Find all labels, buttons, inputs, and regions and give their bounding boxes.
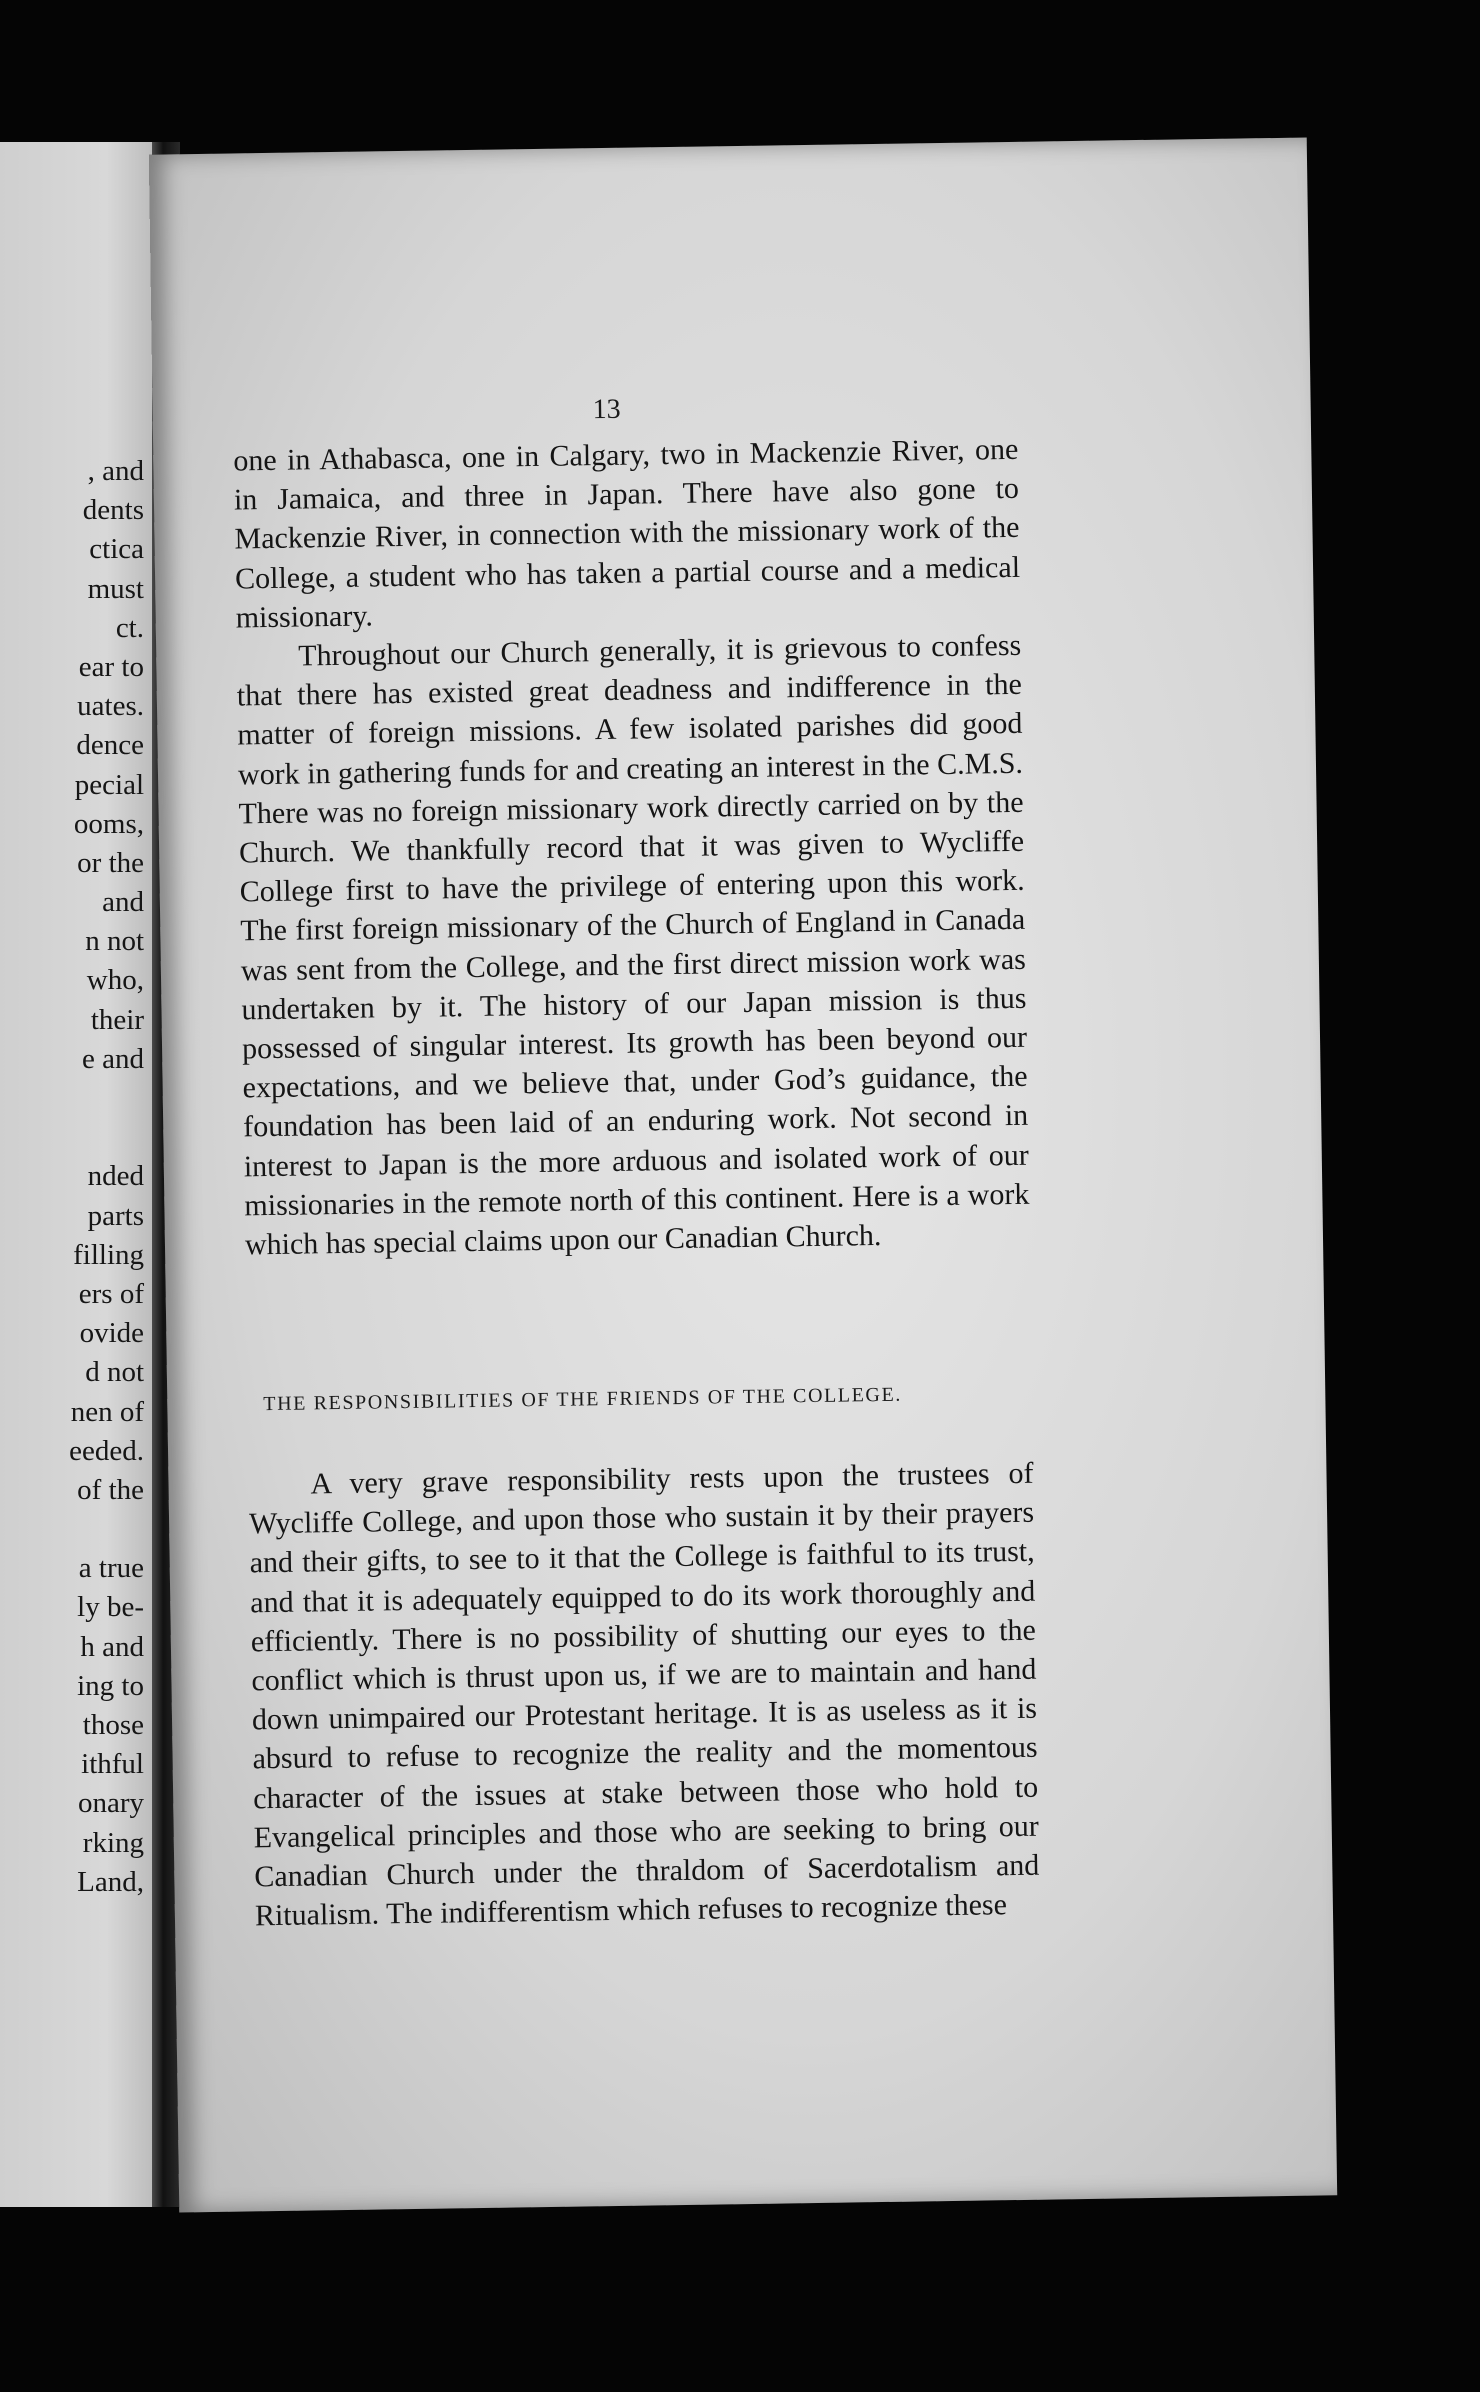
left-page-line: must	[87, 572, 144, 605]
left-page-line	[69, 1118, 144, 1157]
body-text-top	[233, 430, 1030, 1265]
paragraph: A very grave responsibility rests upon the trustees of Wycliffe College, and upon those who sustain it by their prayers and their gifts, to see to it that the College is faithful to its trust, and that it is adequately equipped to do its work thoroughly and efficiently. There is no possibility of shutting our eyes to the conflict which is thrust upon us, if we are to maintain and hand down unimpaired our Protestant heritage. It is as useless as it is absurd to refuse to recognize the reality and the momentous character of the issues at stake between those who hold to Evangelical principles and those who are seeking to bring our Canadian Church under the thraldom of Sacerdotalism and Ritualism. The indifferentism which refuses to recognize these	[248, 1456, 1040, 1933]
left-page-line: or the	[77, 846, 144, 879]
page-number: 13	[592, 393, 621, 426]
left-page-line: ers of	[78, 1277, 144, 1310]
left-page-fragment	[0, 142, 152, 2207]
left-page-line: onary	[77, 1787, 144, 1820]
left-page-line: ly be-	[77, 1591, 144, 1624]
paragraph: one in Athabasca, one in Calgary, two in Mackenzie River, one in Jamaica, and three in Japan. There have also gone to Mackenzie River, in connection with the missionary work of the College, a student who has taken a partial course and a medical missionary.	[233, 432, 1021, 635]
left-page-line: ooms,	[73, 807, 144, 840]
left-page-line: parts	[87, 1199, 144, 1232]
left-page-line: ct.	[115, 611, 144, 644]
left-page-line: e and	[82, 1042, 144, 1075]
left-page-line: dents	[82, 494, 144, 527]
left-page-line: d not	[85, 1356, 144, 1389]
left-page-line: and	[102, 886, 144, 919]
left-page-line: Land,	[77, 1865, 144, 1898]
left-page-line: ear to	[78, 650, 144, 683]
left-page-line: who,	[86, 964, 144, 997]
book-page	[149, 138, 1337, 2213]
left-page-line: a true	[78, 1552, 144, 1585]
left-page-line: uates.	[77, 690, 144, 723]
left-page-line: dence	[76, 729, 144, 762]
left-page-text	[69, 452, 144, 1902]
section-heading: THE RESPONSIBILITIES OF THE FRIENDS OF THE COLLEGE.	[263, 1383, 903, 1416]
left-page-line: pecial	[74, 768, 144, 801]
left-page-line: filling	[73, 1238, 144, 1271]
left-page-line: those	[82, 1709, 144, 1741]
left-page-line: ctica	[89, 533, 144, 566]
body-text-bottom	[248, 1454, 1040, 1936]
left-page-line: ing to	[77, 1669, 144, 1702]
left-page-line: ithful	[81, 1748, 144, 1781]
left-page-line: n not	[85, 925, 144, 958]
left-page-line: eeded.	[69, 1434, 144, 1467]
left-page-line	[69, 1510, 144, 1549]
left-page-line: nded	[87, 1160, 144, 1193]
left-page-line: nen of	[70, 1395, 144, 1428]
left-page-line: h and	[80, 1630, 144, 1663]
left-page-line: their	[90, 1003, 144, 1036]
left-page-line	[69, 1079, 144, 1118]
left-page-line: ovide	[79, 1317, 144, 1350]
left-page-line: , and	[87, 455, 144, 487]
left-page-line: of the	[77, 1473, 144, 1506]
left-page-line: rking	[82, 1826, 144, 1859]
paragraph: Throughout our Church generally, it is grievous to confess that there has existed great deadness and indifference in the matter of foreign missions. A few isolated parishes did good work in gathering funds for and creating an interest in the C.M.S. There was no foreign missionary work directly carried on by the Church. We thankfully record that it was given to Wycliffe College first to have the privilege of entering upon this work. The first foreign missionary of the Church of England in Canada was sent from the College, and the first direct mission work was undertaken by it. The history of our Japan mission is thus possessed of singular interest. Its growth has been beyond our expectations, and we believe that, under God’s guidance, the foundation has been laid of an enduring work. Not second in interest to Japan is the more arduous and isolated work of our missionaries in the remote north of this continent. Here is a work which has special claims upon our Canadian Church.	[236, 628, 1030, 1262]
